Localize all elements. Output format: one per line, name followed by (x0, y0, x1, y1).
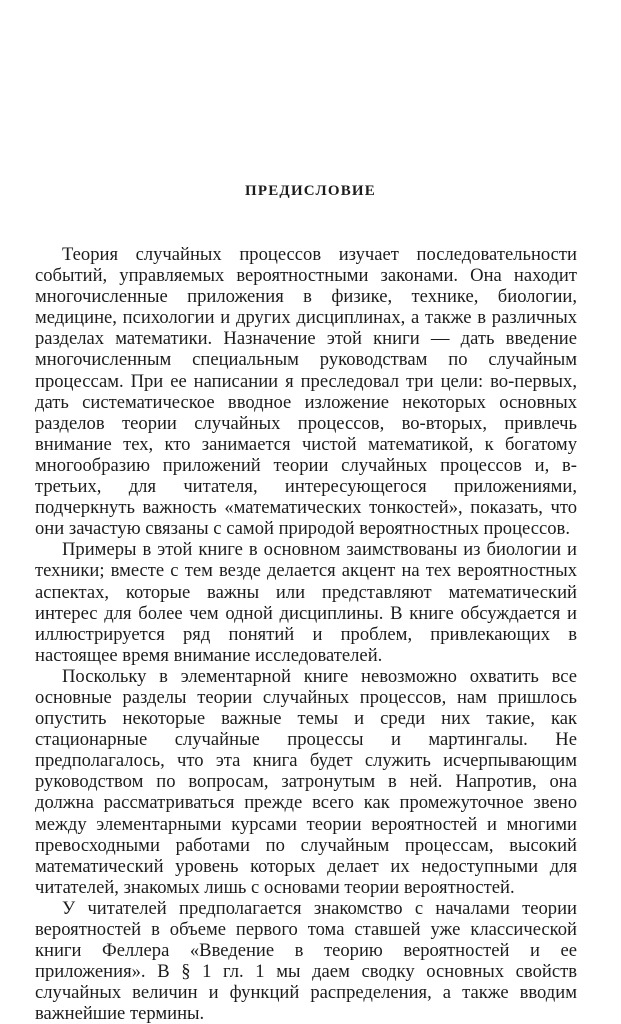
paragraph-1: Теория случайных процессов изучает последовательности событий, управляемых вероятностными законами. Она находит многочисленные приложения в физике, технике, биологии, медицине, психологии и других дисциплинах, а также в различных разделах математики. Назначение этой книги — дать введение многочисленным специальным руководствам по случайным процессам. При ее написании я преследовал три цели: во-первых, дать систематическое вводное изложение некоторых основных разделов теории случайных процессов, во-вторых, привлечь внимание тех, кто занимается чистой математикой, к богатому многообразию приложений теории случайных процессов и, в-третьих, для читателя, интересующегося приложениями, подчеркнуть важность «математических тонкостей», показать, что они зачастую связаны с самой природой вероятностных процессов. (35, 244, 577, 540)
paragraph-2: Примеры в этой книге в основном заимствованы из биологии и техники; вместе с тем везде делается акцент на тех вероятностных аспектах, которые важны или представляют математический интерес для более чем одной дисциплины. В книге обсуждается и иллюстрируется ряд понятий и проблем, привлекающих в настоящее время внимание исследователей. (35, 539, 577, 666)
paragraph-4: У читателей предполагается знакомство с началами теории вероятностей в объеме первого тома ставшей уже классической книги Феллера «Введение в теорию вероятностей и ее приложения». В § 1 гл. 1 мы даем сводку основных свойств случайных величин и функций распределения, а также вводим важнейшие термины. (35, 897, 577, 1024)
paragraph-3: Поскольку в элементарной книге невозможно охватить все основные разделы теории случайных процессов, нам пришлось опустить некоторые важные темы и среди них такие, как стационарные случайные процессы и мартингалы. Не предполагалось, что эта книга будет служить исчерпывающим руководством по вопросам, затронутым в ней. Напротив, она должна рассматриваться прежде всего как промежуточное звено между элементарными курсами теории вероятностей и многими превосходными работами по случайным процессам, высокий математический уровень которых делает их недоступными для читателей, знакомых лишь с основами теории вероятностей. (35, 665, 577, 898)
page-title: ПРЕДИСЛОВИЕ (244, 183, 376, 199)
preface-body (35, 244, 577, 1024)
